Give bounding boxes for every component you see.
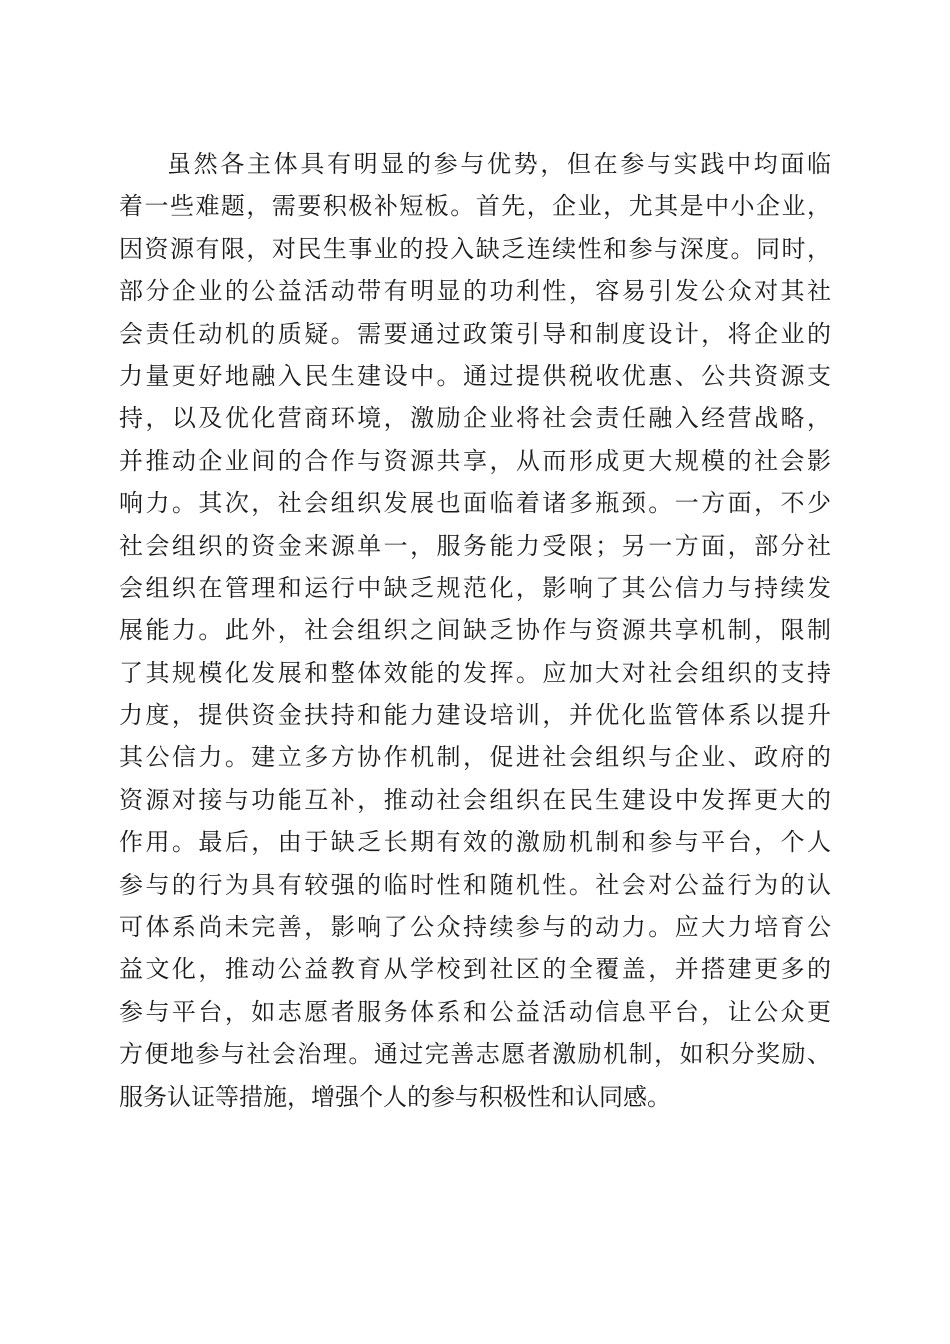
paragraph-line: 虽然各主体具有明显的参与优势，但在参与实践中均面临 <box>167 150 831 178</box>
paragraph-line: 并推动企业间的合作与资源共享，从而形成更大规模的社会影 <box>119 446 831 475</box>
paragraph-line: 因资源有限，对民生事业的投入缺乏连续性和参与深度。同时， <box>119 234 831 263</box>
paragraph-line: 着一些难题，需要积极补短板。首先，企业，尤其是中小企业， <box>119 192 831 221</box>
paragraph-line: 其公信力。建立多方协作机制，促进社会组织与企业、政府的 <box>119 743 831 772</box>
paragraph-line: 持，以及优化营商环境，激励企业将社会责任融入经营战略， <box>119 404 831 433</box>
paragraph-line: 会责任动机的质疑。需要通过政策引导和制度设计，将企业的 <box>119 319 831 348</box>
paragraph-line: 力量更好地融入民生建设中。通过提供税收优惠、公共资源支 <box>119 361 831 390</box>
paragraph-line: 响力。其次，社会组织发展也面临着诸多瓶颈。一方面，不少 <box>119 489 831 518</box>
paragraph-line: 展能力。此外，社会组织之间缺乏协作与资源共享机制，限制 <box>119 616 831 645</box>
paragraph-line: 服务认证等措施，增强个人的参与积极性和认同感。 <box>119 1082 671 1111</box>
paragraph-line: 社会组织的资金来源单一，服务能力受限；另一方面，部分社 <box>119 531 831 560</box>
paragraph-line: 资源对接与功能互补，推动社会组织在民生建设中发挥更大的 <box>119 785 831 814</box>
paragraph-line: 作用。最后，由于缺乏长期有效的激励机制和参与平台，个人 <box>119 828 831 857</box>
paragraph-line: 参与的行为具有较强的临时性和随机性。社会对公益行为的认 <box>119 870 831 899</box>
paragraph-line: 力度，提供资金扶持和能力建设培训，并优化监管体系以提升 <box>119 701 831 730</box>
paragraph-line: 会组织在管理和运行中缺乏规范化，影响了其公信力与持续发 <box>119 573 831 602</box>
paragraph-line: 方便地参与社会治理。通过完善志愿者激励机制，如积分奖励、 <box>119 1040 831 1069</box>
paragraph-line: 参与平台，如志愿者服务体系和公益活动信息平台，让公众更 <box>119 997 831 1026</box>
paragraph-line: 益文化，推动公益教育从学校到社区的全覆盖，并搭建更多的 <box>119 955 831 984</box>
paragraph-line: 可体系尚未完善，影响了公众持续参与的动力。应大力培育公 <box>119 913 831 942</box>
paragraph-line: 部分企业的公益活动带有明显的功利性，容易引发公众对其社 <box>119 277 831 306</box>
body-paragraph <box>119 143 831 1118</box>
paragraph-line: 了其规模化发展和整体效能的发挥。应加大对社会组织的支持 <box>119 658 831 687</box>
